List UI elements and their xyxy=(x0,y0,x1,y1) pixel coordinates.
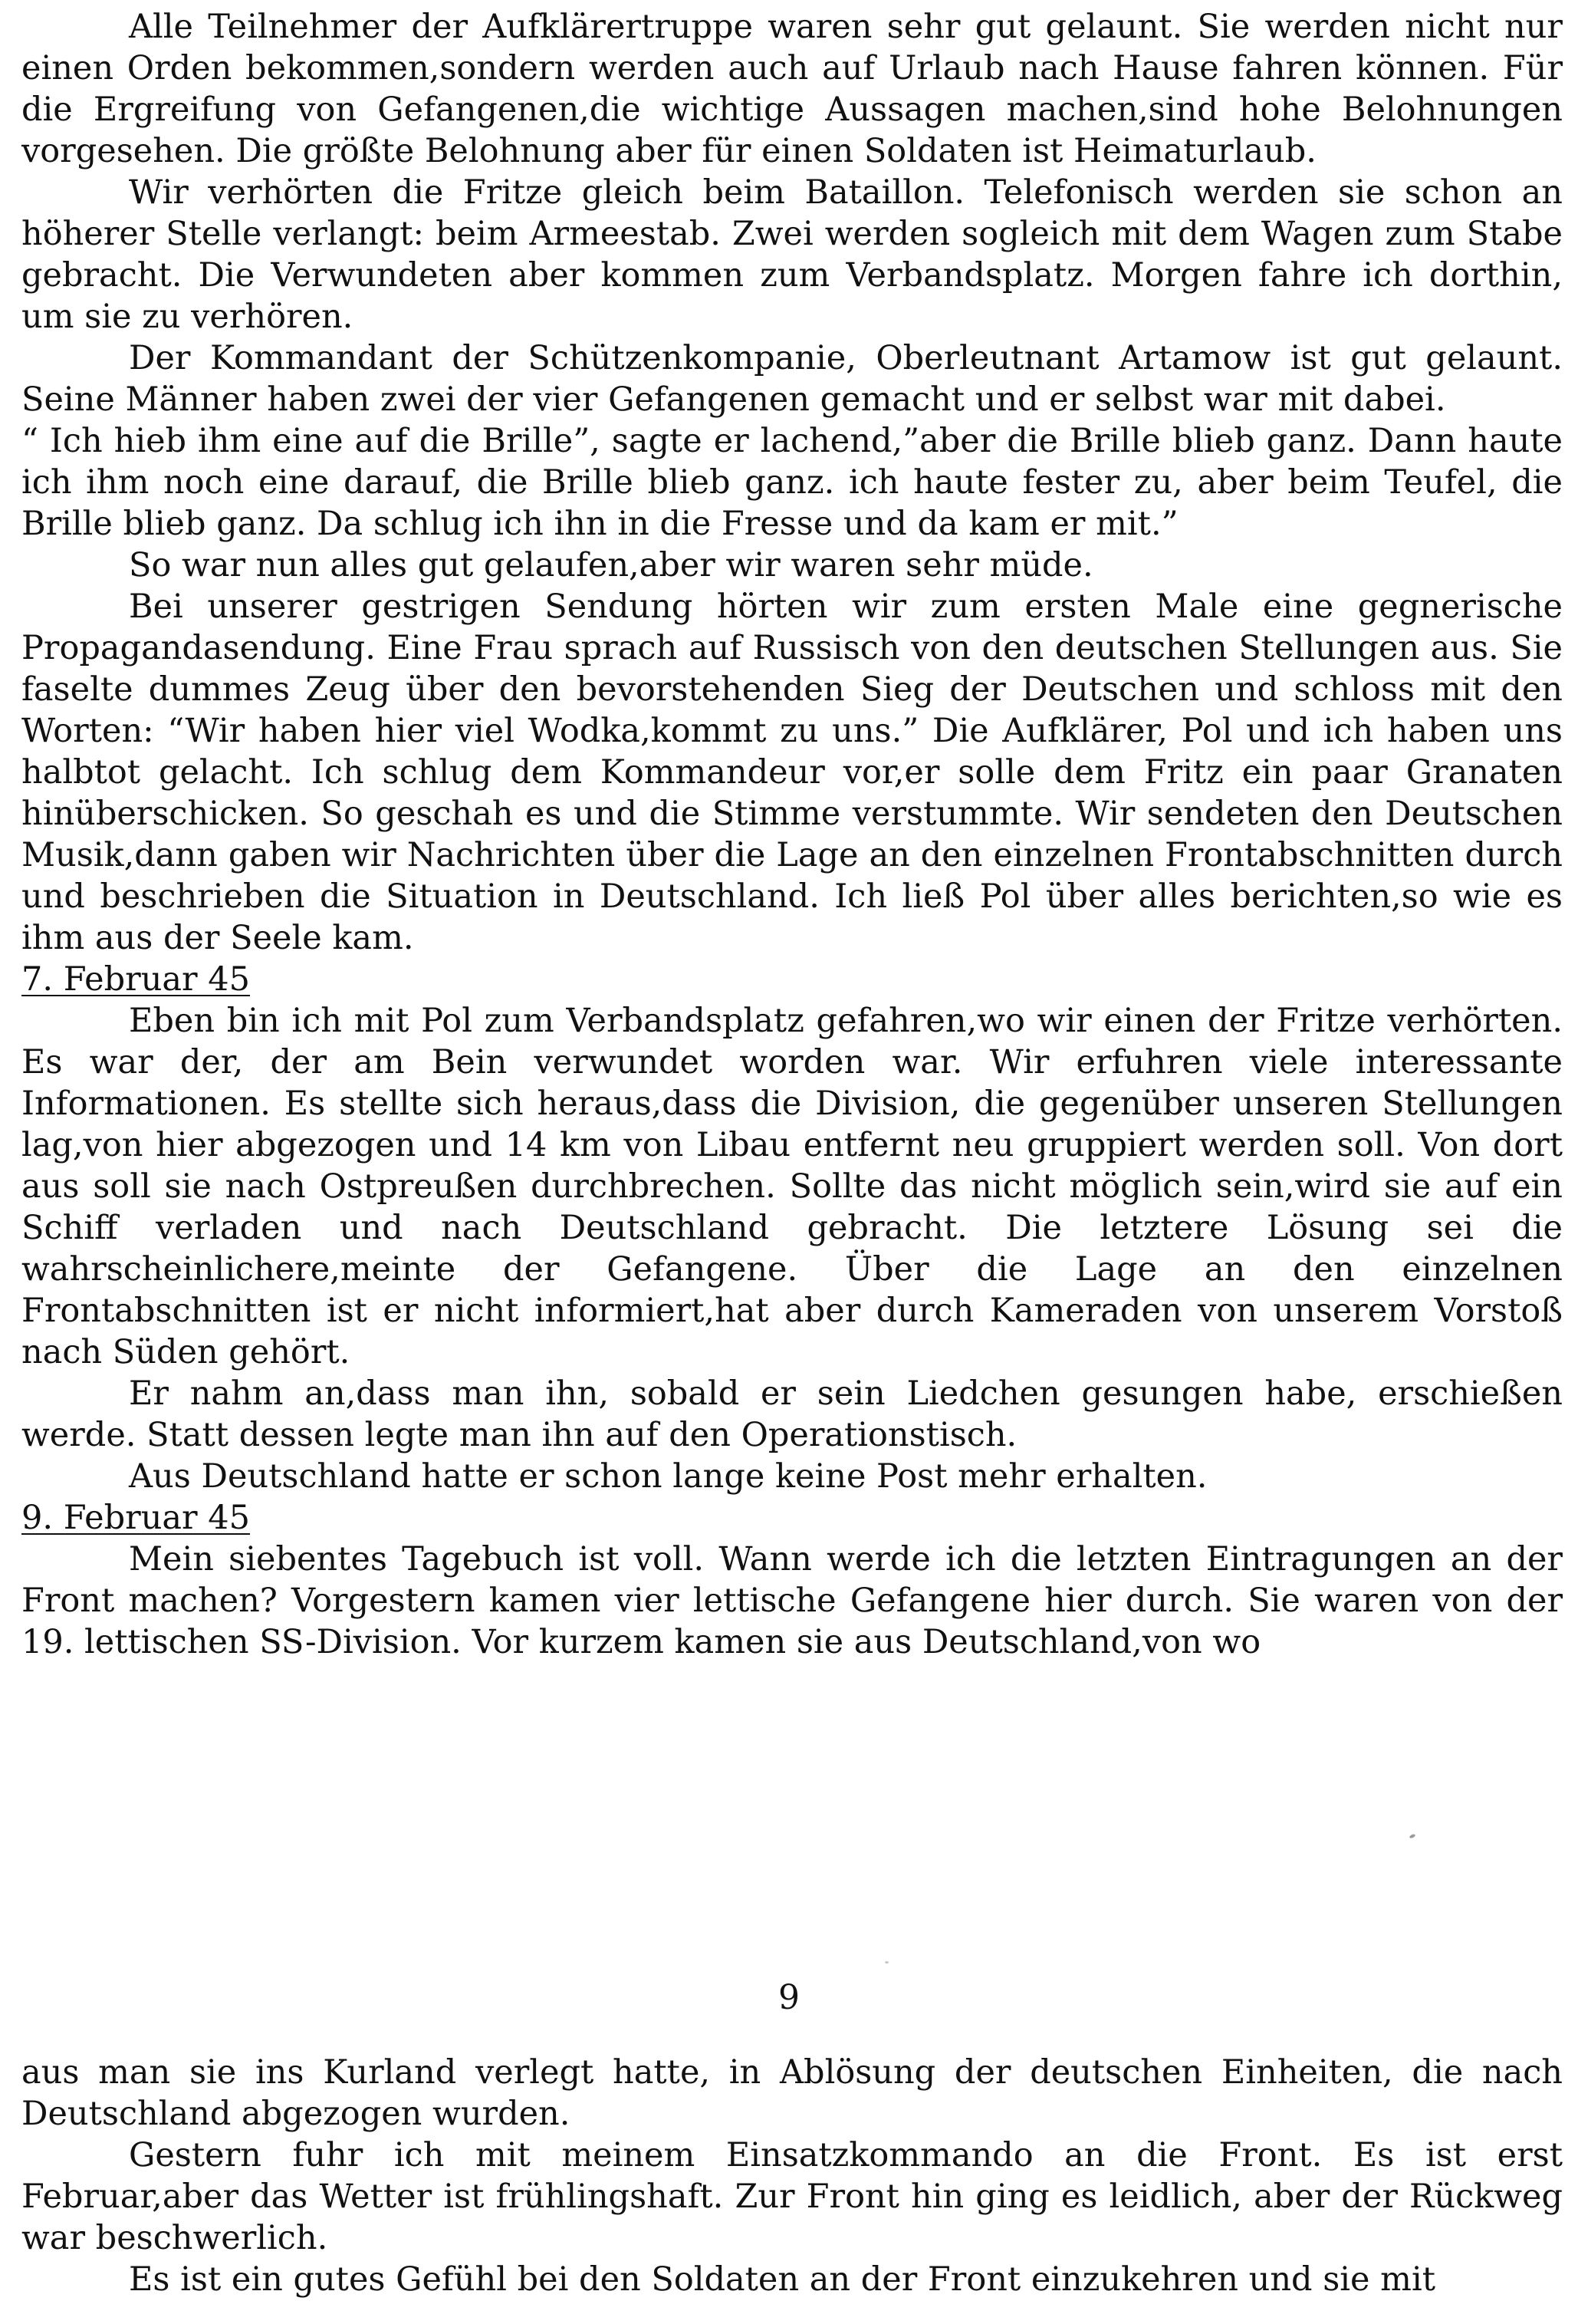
paragraph: Aus Deutschland hatte er schon lange keine Post mehr erhalten. xyxy=(129,1457,1208,1496)
paragraph: Er nahm an,dass man ihn, sobald er sein Liedchen gesungen habe, erschießen werde. Statt dessen legte man ihn auf den Operationstisch. xyxy=(21,1374,1563,1454)
paragraph: Der Kommandant der Schützenkompanie, Oberleutnant Artamow ist gut gelaunt. Seine Männer haben zwei der vier Gefangenen gemacht und er selbst war mit dabei. xyxy=(21,339,1563,419)
paragraph: So war nun alles gut gelaufen,aber wir waren sehr müde. xyxy=(129,546,1093,584)
scan-speck xyxy=(1409,1833,1416,1838)
paragraph: Es ist ein gutes Gefühl bei den Soldaten an der Front einzukehren und sie mit xyxy=(129,2260,1435,2299)
quote-paragraph: “ Ich hieb ihm eine auf die Brille”, sagte er lachend,”aber die Brille blieb ganz. Dann haute ich ihm noch eine darauf, die Brille blieb ganz. ich haute fester zu, aber beim Teufel, die Brille blieb ganz. Da schlug ich ihn in die Fresse und da kam er mit.” xyxy=(21,422,1563,543)
date-heading: 9. Februar 45 xyxy=(21,1499,250,1537)
paragraph: aus man sie ins Kurland verlegt hatte, in Ablösung der deutschen Einheiten, die nach Deutschland abgezogen wurden. xyxy=(21,2053,1563,2133)
date-heading: 7. Februar 45 xyxy=(21,960,250,999)
page-upper-text xyxy=(21,6,1563,1663)
paragraph: Bei unserer gestrigen Sendung hörten wir zum ersten Male eine gegnerische Propagandasendung. Eine Frau sprach auf Russisch von den deutschen Stellungen aus. Sie faselte dummes Zeug über den bevorstehenden Sieg der Deutschen und schloss mit den Worten: “Wir haben hier viel Wodka,kommt zu uns.” Die Aufklärer, Pol und ich haben uns halbtot gelacht. Ich schlug dem Kommandeur vor,er solle dem Fritz ein paar Granaten hinüberschicken. So geschah es und die Stimme verstummte. Wir sendeten den Deutschen Musik,dann gaben wir Nachrichten über die Lage an den einzelnen Frontabschnitten durch und beschrieben die Situation in Deutschland. Ich ließ Pol über alles berichten,so wie es ihm aus der Seele kam. xyxy=(21,588,1563,957)
paragraph: Alle Teilnehmer der Aufklärertruppe waren sehr gut gelaunt. Sie werden nicht nur einen Orden bekommen,sondern werden auch auf Urlaub nach Hause fahren können. Für die Ergreifung von Gefangenen,die wichtige Aussagen machen,sind hohe Belohnungen vorgesehen. Die größte Belohnung aber für einen Soldaten ist Heimaturlaub. xyxy=(21,8,1563,170)
page-number: 9 xyxy=(778,1978,800,2017)
scan-speck xyxy=(885,1961,889,1964)
paragraph: Wir verhörten die Fritze gleich beim Bataillon. Telefonisch werden sie schon an höherer Stelle verlangt: beim Armeestab. Zwei werden sogleich mit dem Wagen zum Stabe gebracht. Die Verwundeten aber kommen zum Verbandsplatz. Morgen fahre ich dorthin, um sie zu verhören. xyxy=(21,173,1563,336)
paragraph: Gestern fuhr ich mit meinem Einsatzkommando an die Front. Es ist erst Februar,aber das Wetter ist frühlingshaft. Zur Front hin ging es leidlich, aber der Rückweg war beschwerlich. xyxy=(21,2136,1563,2257)
paragraph: Eben bin ich mit Pol zum Verbandsplatz gefahren,wo wir einen der Fritze verhörten. Es war der, der am Bein verwundet worden war. Wir erfuhren viele interessante Informationen. Es stellte sich heraus,dass die Division, die gegenüber unseren Stellungen lag,von hier abgezogen und 14 km von Libau entfernt neu gruppiert werden soll. Von dort aus soll sie nach Ostpreußen durchbrechen. Sollte das nicht möglich sein,wird sie auf ein Schiff verladen und nach Deutschland gebracht. Die letztere Lösung sei die wahrscheinlichere,meinte der Gefangene. Über die Lage an den einzelnen Frontabschnitten ist er nicht informiert,hat aber durch Kameraden von unserem Vorstoß nach Süden gehört. xyxy=(21,1002,1563,1371)
paragraph: Mein siebentes Tagebuch ist voll. Wann werde ich die letzten Eintragungen an der Front machen? Vorgestern kamen vier lettische Gefangene hier durch. Sie waren von der 19. lettischen SS-Division. Vor kurzem kamen sie aus Deutschland,von wo xyxy=(21,1540,1563,1661)
page-lower-text xyxy=(21,2052,1563,2300)
